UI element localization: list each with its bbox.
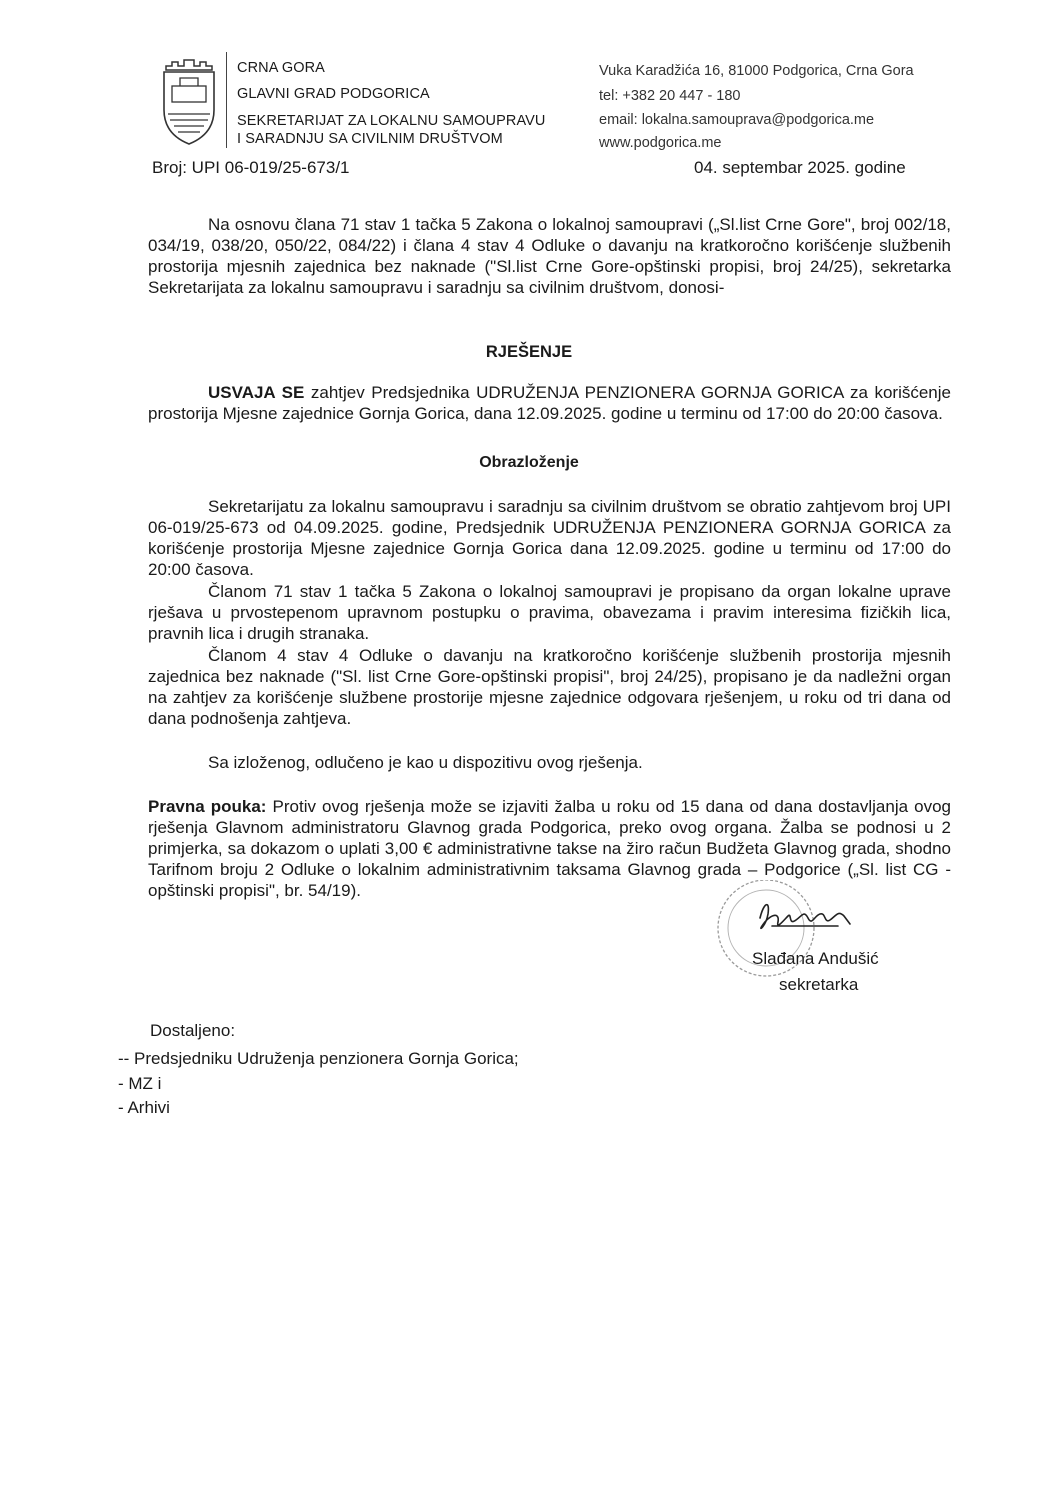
conclusion-paragraph: Sa izloženog, odlučeno je kao u dispozitivu ovog rješenja. [208, 753, 643, 772]
intro-paragraph: Na osnovu člana 71 stav 1 tačka 5 Zakona o lokalnoj samoupravi („Sl.list Crne Gore", broj 002/18, 034/19, 038/20, 050/22, 084/22) i člana 4 stav 4 Odluke o davanju na kratkoročno korišćenje službenih prostorija mjesnih zajednica bez naknade ("Sl.list Crne Gore-opštinski propisi, broj 24/25), sekretarka Sekretarijata za lokalnu samoupravu i saradnju sa civilnim društvom, donosi- [148, 215, 951, 297]
header-divider [226, 52, 227, 148]
org-country: CRNA GORA [237, 60, 325, 76]
contact-email: email: lokalna.samouprava@podgorica.me [599, 112, 875, 128]
delivered-label: Dostaljeno: [150, 1021, 236, 1040]
document-date: 04. septembar 2025. godine [694, 158, 906, 177]
reasoning-title: Obrazloženje [479, 454, 579, 471]
contact-address: Vuka Karadžića 16, 81000 Podgorica, Crna Gora [599, 63, 914, 79]
delivered-item-2: - MZ i [118, 1074, 162, 1093]
decision-text: zahtjev Predsjednika UDRUŽENJA PENZIONERA GORNJA GORICA za korišćenje prostorija Mjesne zajednice Gornja Gorica, dana 12.09.2025. godine u terminu od 17:00 do 20:00 časova. [148, 383, 951, 423]
delivered-item-1: -- Predsjedniku Udruženja penzionera Gornja Gorica; [118, 1049, 519, 1068]
contact-phone: tel: +382 20 447 - 180 [599, 88, 741, 104]
delivered-item-3: - Arhivi [118, 1098, 170, 1117]
reference-number: Broj: UPI 06-019/25-673/1 [152, 158, 350, 177]
decision-lead: USVAJA SE [208, 383, 305, 402]
decision-paragraph [148, 382, 951, 424]
document-title: RJEŠENJE [485, 343, 573, 361]
legal-notice-text: Protiv ovog rješenja može se izjaviti žalba u roku od 15 dana od dana dostavljanja ovog rješenja Glavnom administratoru Glavnog grada Podgorica, preko ovog organa. Žalba se podnosi u 2 primjerka, sa dokazom o uplati 3,00 € administrativne takse na žiro račun Budžeta Glavnog grada, shodno Tarifnom broju 2 Odluke o lokalnim administrativnim taksama Glavnog grada – Podgorice („Sl. list CG - opštinski propisi", br. 54/19). [148, 797, 951, 900]
signatory-name: Slađana Andušić [752, 949, 879, 968]
reasoning-paragraph-1: Sekretarijatu za lokalnu samoupravu i saradnju sa civilnim društvom se obratio zahtjevom broj UPI 06-019/25-673 od 04.09.2025. godine, Predsjednik UDRUŽENJA PENZIONERA GORNJA GORICA za korišćenje prostorija Mjesne zajednice Gornja Gorica dana 12.09.2025. godine u terminu od 17:00 do 20:00 časova. [148, 497, 951, 579]
reasoning-paragraph-2: Članom 71 stav 1 tačka 5 Zakona o lokalnoj samoupravi je propisano da organ lokalne uprave rješava u prvostepenom upravnom postupku o pravima, obavezama i pravim interesima fizičkih lica, pravnih lica i drugih stranaka. [148, 582, 951, 643]
signatory-title: sekretarka [779, 975, 859, 994]
org-secretariat-line2: I SARADNJU SA CIVILNIM DRUŠTVOM [237, 131, 503, 147]
city-crest-logo [158, 52, 220, 148]
reasoning-paragraph-3: Članom 4 stav 4 Odluke o davanju na kratkoročno korišćenje službenih prostorija mjesnih zajednica bez naknade ("Sl. list Crne Gore-opštinski propisi", broj 24/25), propisano je da nadležni organ na zahtjev za korišćenje službene prostorije mjesne zajednice odgovara rješenjem, u roku od tri dana od dana podnošenja zahtjeva. [148, 646, 951, 728]
contact-website: www.podgorica.me [599, 135, 722, 151]
org-secretariat-line1: SEKRETARIJAT ZA LOKALNU SAMOUPRAVU [237, 113, 546, 129]
org-city: GLAVNI GRAD PODGORICA [237, 86, 430, 102]
legal-notice-lead: Pravna pouka: [148, 797, 267, 816]
